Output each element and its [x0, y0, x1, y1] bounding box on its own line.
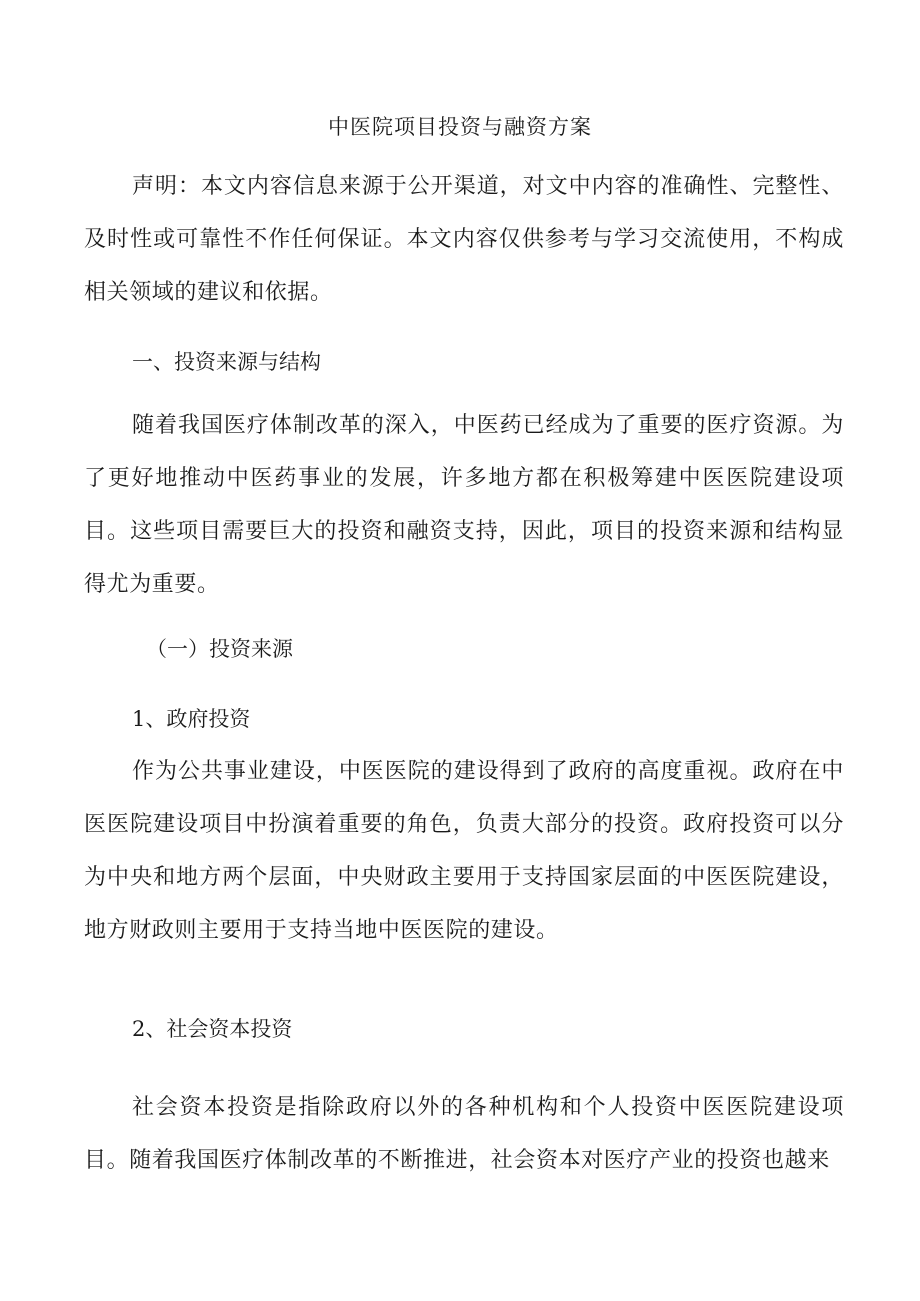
- subsection-heading-investment-source: （一）投资来源: [146, 637, 293, 661]
- government-investment-paragraph: 作为公共事业建设，中医医院的建设得到了政府的高度重视。政府在中医医院建设项目中扮演着重要的角色，负责大部分的投资。政府投资可以分为中央和地方两个层面，中央财政主要用于支持国家层面的中医医院建设，地方财政则主要用于支持当地中医医院的建设。: [84, 759, 844, 943]
- section-intro-paragraph: 随着我国医疗体制改革的深入，中医药已经成为了重要的医疗资源。为了更好地推动中医药事业的发展，许多地方都在积极筹建中医医院建设项目。这些项目需要巨大的投资和融资支持，因此，项目的投资来源和结构显得尤为重要。: [84, 413, 844, 597]
- section-heading-investment-source-structure: 一、投资来源与结构: [132, 350, 321, 374]
- social-capital-investment-paragraph: 社会资本投资是指除政府以外的各种机构和个人投资中医医院建设项目。随着我国医疗体制改革的不断推进，社会资本对医疗产业的投资也越来: [84, 1095, 844, 1173]
- item-heading-government-investment: 1、政府投资: [132, 707, 251, 731]
- item-heading-social-capital-investment: 2、社会资本投资: [132, 1017, 293, 1041]
- document-title: 中医院项目投资与融资方案: [328, 115, 592, 139]
- disclaimer-paragraph: 声明：本文内容信息来源于公开渠道，对文中内容的准确性、完整性、及时性或可靠性不作任何保证。本文内容仅供参考与学习交流使用，不构成相关领域的建议和依据。: [84, 174, 844, 305]
